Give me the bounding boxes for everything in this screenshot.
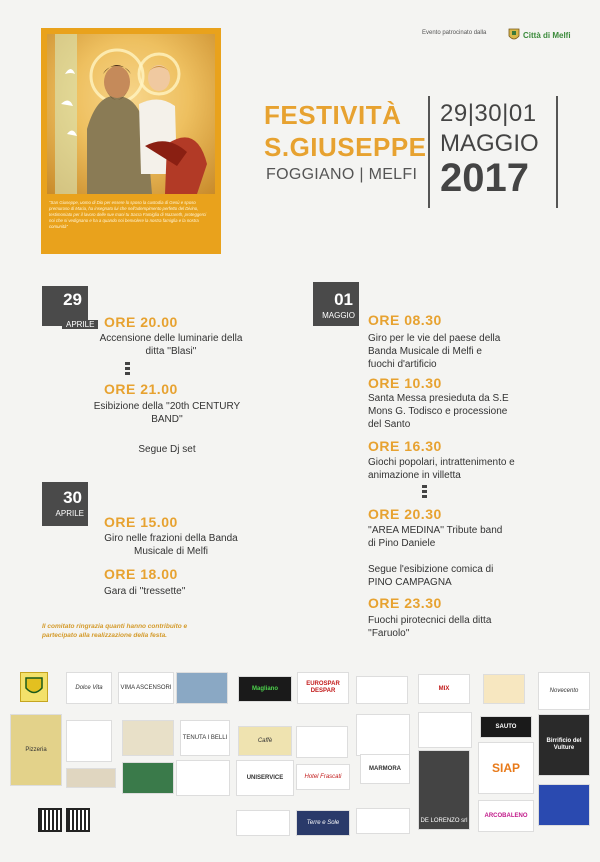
place-label: FOGGIANO | MELFI [266, 166, 418, 183]
event-text: Gara di ''tressette'' [104, 586, 186, 597]
saint-joseph-illustration [47, 34, 215, 194]
city-logo-text: Città di Melfi [523, 30, 571, 40]
sponsor-logo-photo [176, 672, 228, 704]
day-number: 29 [63, 290, 82, 309]
sponsor-logo [418, 712, 472, 748]
sponsor-logo: VIMA ASCENSORI [118, 672, 174, 704]
sponsor-logo [122, 720, 174, 756]
event-time: ORE 10.30 [368, 375, 442, 391]
event-time: ORE 16.30 [368, 438, 442, 454]
sponsor-logo: SIAP [478, 742, 534, 794]
sponsor-logo: Birrificio del Vulture [538, 714, 590, 776]
day-badge-30 [42, 482, 88, 526]
patronage-label: Evento patrocinato dalla [422, 30, 487, 36]
event-text: Giro nelle frazioni della Banda Musicale di Melfi [104, 533, 238, 557]
sponsor-logo: UNISERVICE [236, 760, 294, 796]
sponsor-logo: Dolce Vita [66, 672, 112, 704]
title-line1: FESTIVITÀ [264, 100, 402, 130]
day-number: 01 [334, 290, 353, 309]
header-divider-left [428, 96, 430, 208]
event-text: Santa Messa presieduta da S.E Mons G. Todisco e processione del Santo [368, 393, 509, 430]
header-divider-right [556, 96, 558, 208]
sponsor-logo: Caffè [238, 726, 292, 756]
sponsor-logo: Novecento [538, 672, 590, 710]
event-text: Fuochi pirotecnici della ditta ''Faruolo'' [368, 615, 492, 639]
event-text: Giro per le vie del paese della Banda Musicale di Melfi e fuochi d'artificio [368, 333, 501, 370]
sponsor-logo [122, 762, 174, 794]
sponsor-logo: DE LORENZO srl [418, 750, 470, 830]
event-time: ORE 20.00 [104, 314, 178, 330]
sponsor-logo-poster: Pizzeria [10, 714, 62, 786]
sponsor-logo: Magliano [238, 676, 292, 702]
event-time: ORE 15.00 [104, 514, 178, 530]
day-badge-01 [313, 282, 359, 326]
event-time: ORE 08.30 [368, 312, 442, 328]
sponsor-logo [483, 674, 525, 704]
day-month: MAGGIO [322, 311, 355, 320]
sponsor-logo: Terre e Sole [296, 810, 350, 836]
event-text: Giochi popolari, intrattenimento e animazione in villetta [368, 457, 515, 481]
month-label: MAGGIO [440, 130, 539, 157]
separator-dots [125, 362, 130, 376]
sponsor-logo [66, 720, 112, 762]
event-note: Segue Dj set [138, 444, 196, 455]
event-text: Accensione delle luminarie della ditta ''Blasi'' [99, 333, 243, 357]
event-text: Esibizione della ''20th CENTURY BAND'' [93, 401, 241, 425]
sponsor-logo: EUROSPAR DESPAR [297, 672, 349, 704]
sponsor-logo [236, 810, 290, 836]
sponsor-logo [356, 676, 408, 704]
qr-code-icon [66, 808, 90, 832]
event-time: ORE 21.00 [104, 381, 178, 397]
event-text: ''AREA MEDINA'' Tribute band di Pino Daniele [368, 525, 503, 549]
saint-joseph-painting [41, 28, 221, 254]
sponsor-logo: ARCOBALENO [478, 800, 534, 832]
shield-icon [25, 677, 43, 697]
event-time: ORE 23.30 [368, 595, 442, 611]
painting-caption: "San Giuseppe, uomo di Dio per essere lo sposo la custodia di Gesù e sposo premuroso di Maria, ha insegnato lui che nell'adempimento perfetto del Divino, testimoniato per il lavoro delle sue mani tu Sacra Famiglia di Nazareth, proteggerci noi che si vedignano e ha a quando noi benvolere la nostra famiglia e la nostra comunità" [49, 200, 207, 229]
sponsor-logo: TENUTA I BELLI [180, 720, 230, 756]
event-time: ORE 20.30 [368, 506, 442, 522]
painting-scene [47, 34, 215, 194]
sponsor-logo [356, 808, 410, 834]
year-label: 2017 [440, 156, 529, 200]
day-number: 30 [63, 488, 82, 507]
sponsor-logo [66, 768, 116, 788]
separator-dots [422, 485, 427, 499]
sponsor-logo: SAUTO [480, 716, 532, 738]
day-month: APRILE [62, 320, 98, 329]
sponsor-logo [296, 726, 348, 758]
event-extra: Segue l'esibizione comica di PINO CAMPAGNA [368, 564, 494, 588]
sponsor-logo [538, 784, 590, 826]
dates-label: 29|30|01 [440, 100, 537, 127]
sponsor-logo: Hotel Frascati [296, 764, 350, 790]
title-line2: S.GIUSEPPE [264, 132, 427, 162]
sponsor-logo: MIX [418, 674, 470, 704]
thanks-note: Il comitato ringrazia quanti hanno contribuito e partecipato alla realizzazione della festa. [42, 623, 188, 639]
day-month: APRILE [55, 509, 84, 518]
melfi-city-logo [508, 28, 571, 42]
qr-code-icon [38, 808, 62, 832]
sponsor-logo [176, 760, 230, 796]
sponsor-logo [356, 714, 410, 756]
sponsor-logo-team [20, 672, 48, 702]
sponsor-logo: MARMORA [360, 754, 410, 784]
coat-of-arms-icon [508, 28, 520, 42]
event-time: ORE 18.00 [104, 566, 178, 582]
